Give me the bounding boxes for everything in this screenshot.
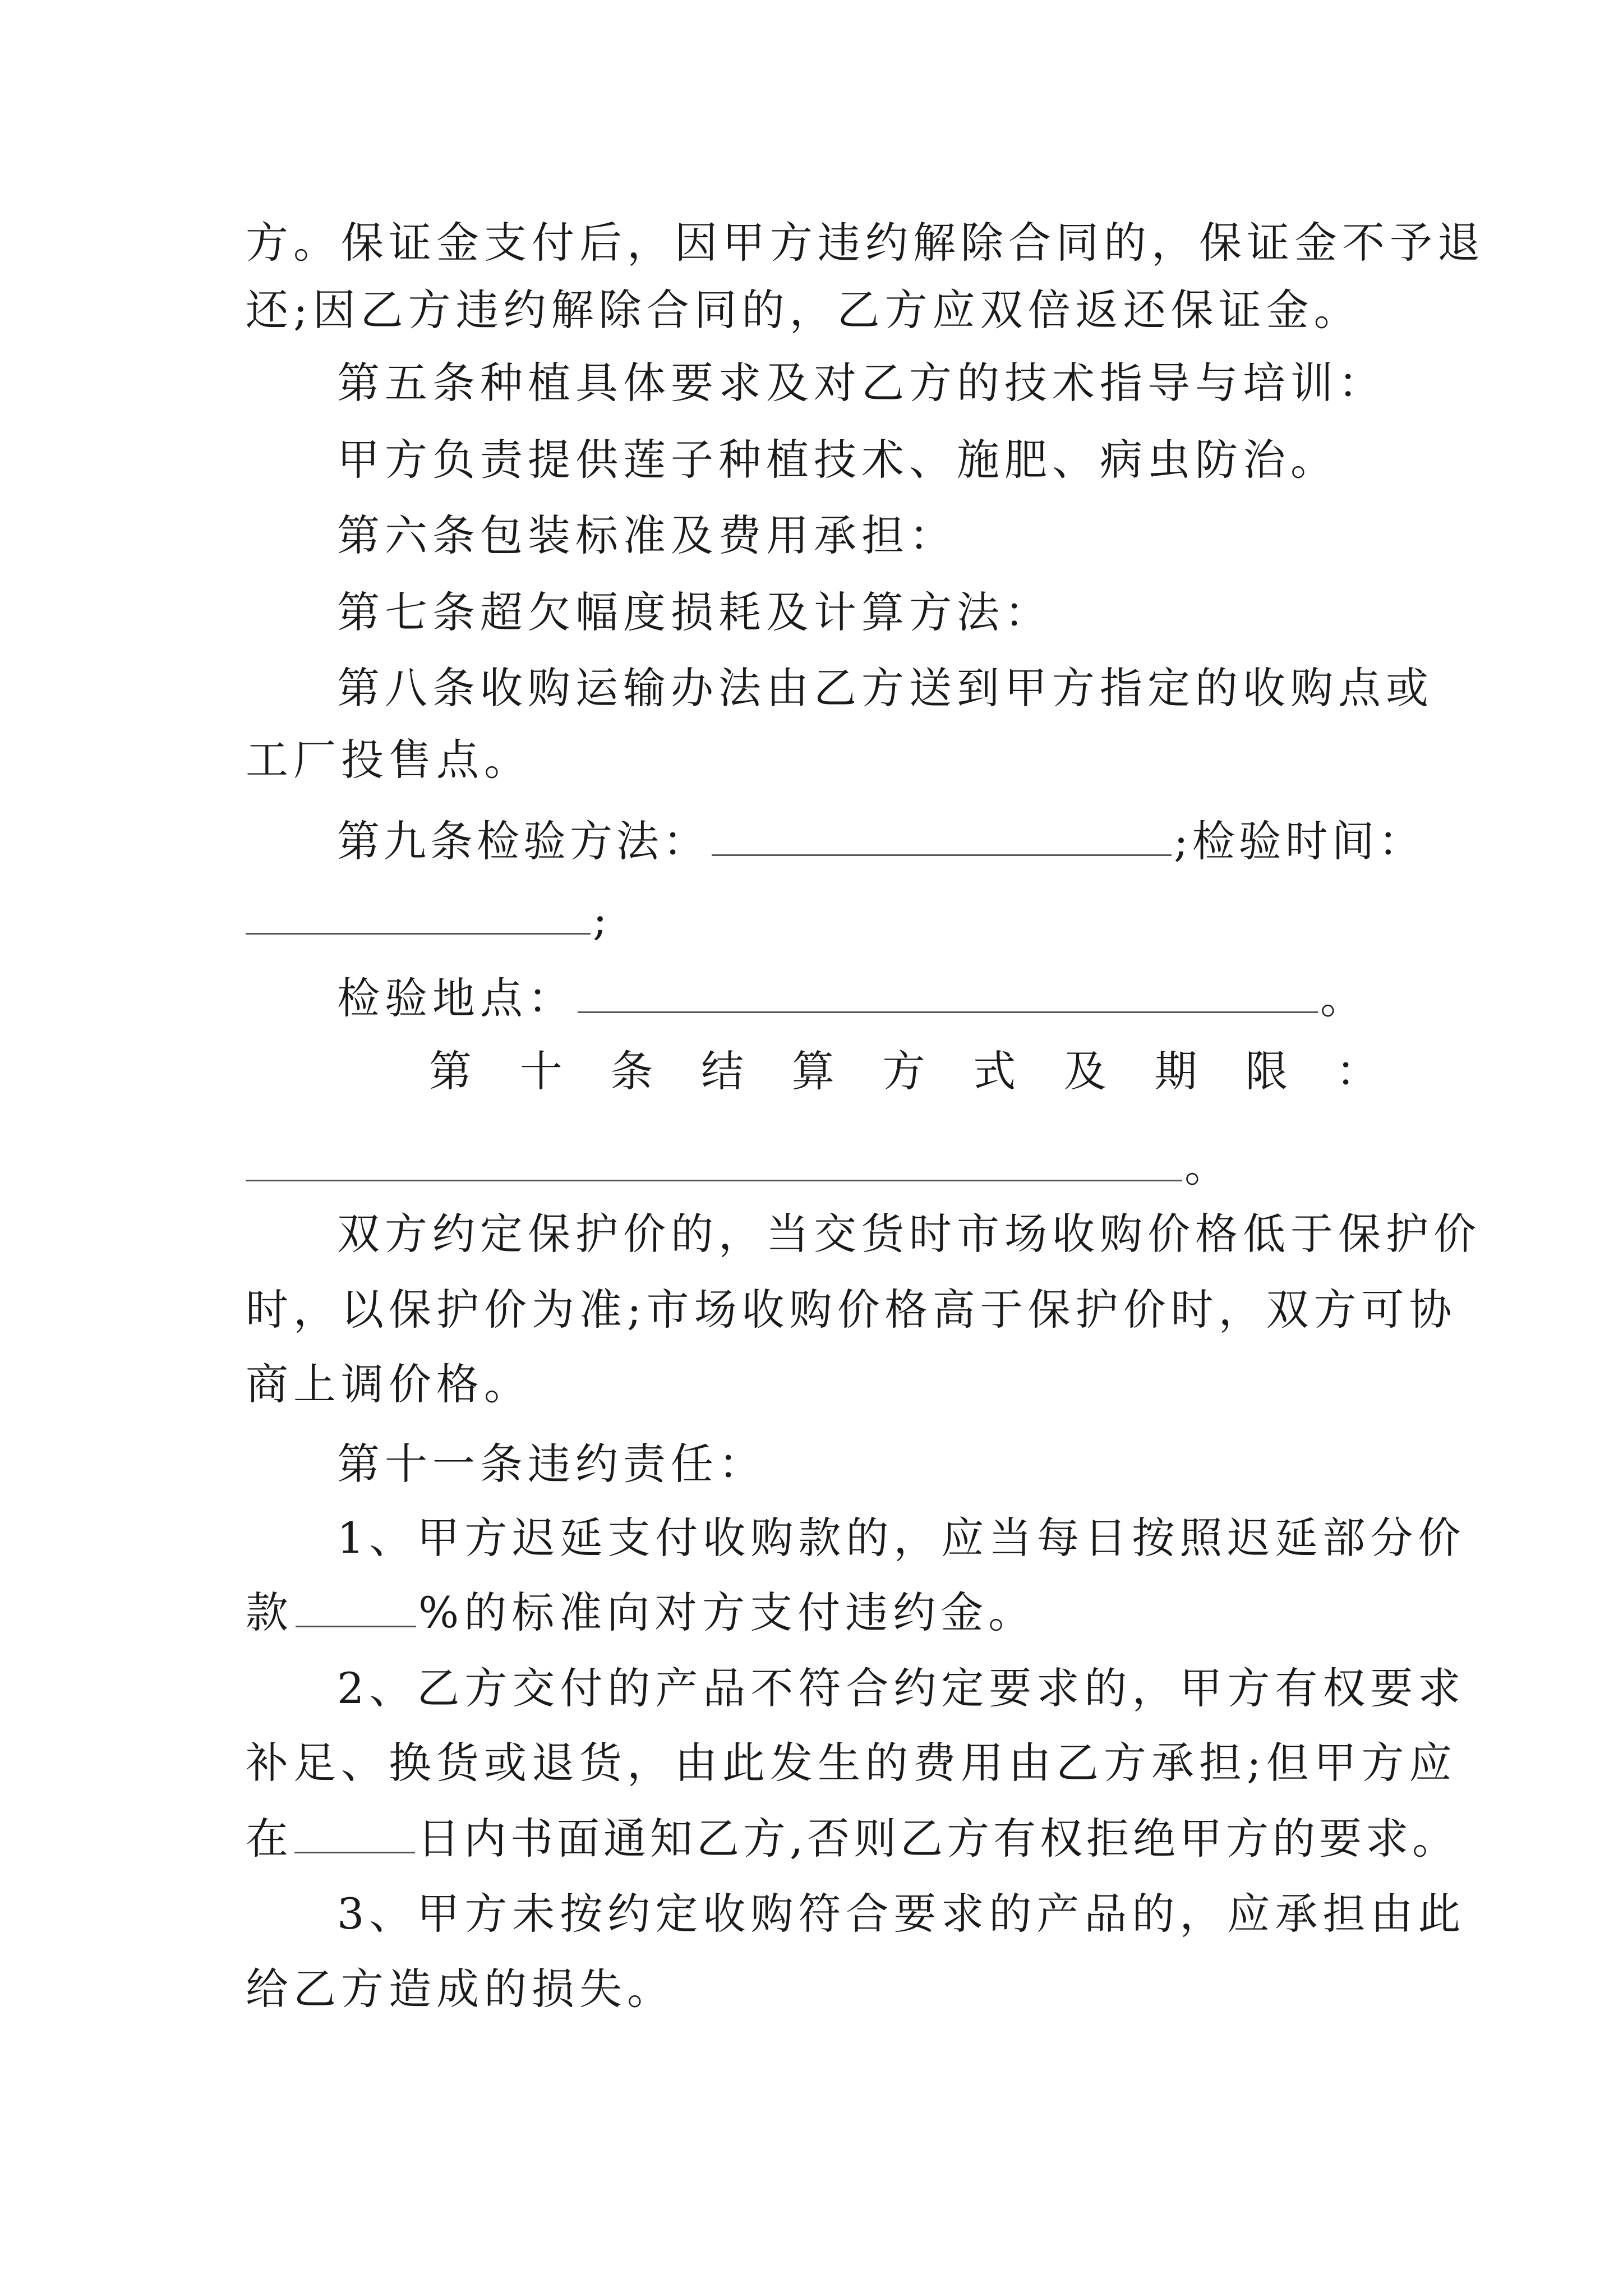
article-10-char: 结 — [701, 1046, 761, 1096]
article-10-char: 及 — [1063, 1046, 1124, 1096]
article-10-char: ： — [1336, 1046, 1379, 1096]
settlement-blank — [246, 1146, 1182, 1181]
penalty-rate-blank — [296, 1592, 416, 1627]
article-10-heading — [429, 1043, 1378, 1099]
protection-price-line-3: 商上调价格。 — [246, 1359, 532, 1409]
article-9-line-3 — [337, 970, 1378, 1027]
clause-1-line-2 — [246, 1585, 1378, 1641]
inspection-place-blank — [578, 978, 1318, 1013]
clause-2-text-b: 日内书面通知乙方,否则乙方有权拒绝甲方的要求。 — [417, 1814, 1459, 1864]
clause-3-line-1: 3、甲方未按约定收购符合要求的产品的，应承担由此 — [337, 1889, 1466, 1939]
article-10-char: 式 — [973, 1046, 1033, 1096]
notice-days-blank — [294, 1818, 415, 1853]
article-8-line-2: 工厂投售点。 — [246, 735, 532, 785]
inspection-place-label: 检验地点： — [337, 973, 575, 1023]
inspection-method-blank — [712, 821, 1172, 856]
clause-1-text-b: %的标准向对方支付违约金。 — [418, 1588, 1036, 1637]
article-7-heading: 第七条超欠幅度损耗及计算方法： — [337, 587, 1052, 637]
article-9-line-1 — [337, 813, 1425, 869]
clause-3-line-2: 给乙方造成的损失。 — [246, 1964, 675, 2014]
protection-price-line-2: 时，以保护价为准;市场收购价格高于保护价时，双方可协 — [246, 1285, 1457, 1335]
inspection-place-end: 。 — [1320, 973, 1368, 1023]
article-10-char: 算 — [791, 1046, 852, 1096]
protection-price-line-1: 双方约定保护价的，当交货时市场收购价格低于保护价 — [337, 1209, 1481, 1259]
article-10-char: 方 — [882, 1046, 943, 1096]
article-10-char: 十 — [519, 1046, 580, 1096]
inspection-time-end: ; — [593, 895, 612, 945]
article-6-heading: 第六条包装标准及费用承担： — [337, 510, 957, 560]
clause-2-line-3 — [246, 1811, 1459, 1867]
clause-2-line-1: 2、乙方交付的产品不符合约定要求的，甲方有权要求 — [337, 1663, 1466, 1713]
article-8-line-1: 第八条收购运输办法由乙方送到甲方指定的收购点或 — [337, 663, 1433, 713]
inspection-method-label: 第九条检验方法： — [337, 816, 709, 866]
inspection-time-blank — [246, 899, 591, 935]
clause-1-line-1: 1、甲方迟延支付收购款的，应当每日按照迟延部分价 — [337, 1513, 1466, 1563]
article-10-line-2 — [246, 1139, 1378, 1195]
article-9-line-2 — [246, 892, 1378, 948]
paragraph-line: 方。保证金支付后，因甲方违约解除合同的，保证金不予退 — [246, 218, 1485, 268]
article-10-char: 第 — [429, 1046, 489, 1096]
article-10-char: 限 — [1245, 1046, 1306, 1096]
article-5-body: 甲方负责提供莲子种植技术、施肥、病虫防治。 — [337, 435, 1338, 485]
clause-2-text-a: 在 — [246, 1814, 292, 1864]
article-11-heading: 第十一条违约责任： — [337, 1439, 766, 1489]
article-10-char: 条 — [610, 1046, 671, 1096]
paragraph-line: 还;因乙方违约解除合同的，乙方应双倍返还保证金。 — [246, 285, 1362, 335]
clause-1-text-a: 款 — [246, 1588, 293, 1637]
article-5-heading: 第五条种植具体要求及对乙方的技术指导与培训： — [337, 358, 1386, 408]
article-10-char: 期 — [1154, 1046, 1215, 1096]
inspection-time-label: ;检验时间： — [1174, 816, 1425, 866]
settlement-end: 。 — [1184, 1142, 1232, 1191]
clause-2-line-2: 补足、换货或退货，由此发生的费用由乙方承担;但甲方应 — [246, 1738, 1457, 1788]
